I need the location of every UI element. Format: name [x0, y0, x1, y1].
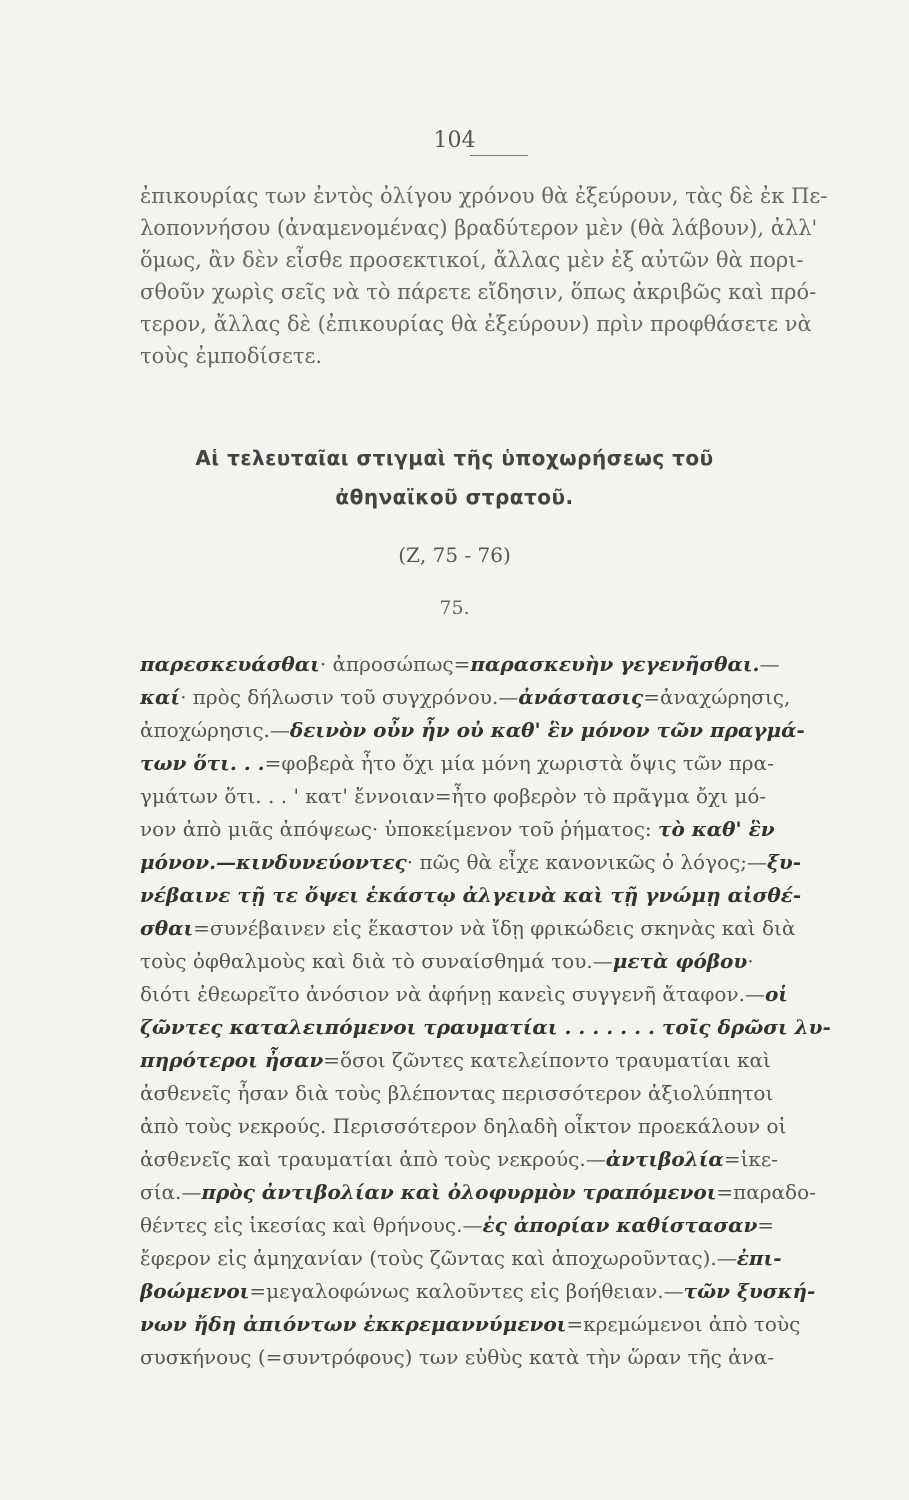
commentary-line [140, 846, 852, 879]
gloss-text: τοὺς ὀφθαλμοὺς καὶ διὰ τὸ συναίσθημά του.— [140, 949, 613, 973]
lemma-text: ἀντιβολία [605, 1147, 724, 1171]
section-heading-line-2: ἀθηναϊκοῦ στρατοῦ. [335, 485, 574, 509]
commentary-line [140, 648, 852, 681]
section-heading-line-1: Αἱ τελευταῖαι στιγμαὶ τῆς ὑποχωρήσεως τοῦ [195, 446, 714, 470]
gloss-text: =συνέβαινεν εἰς ἕκαστον νὰ ἴδῃ φρικώδεις σκηνὰς καὶ διὰ [193, 916, 796, 940]
gloss-text: =παραδο- [716, 1180, 816, 1204]
gloss-text: =ὅσοι ζῶντες κατελείποντο τραυματίαι καὶ [323, 1048, 771, 1072]
intro-line: λοποννήσου (ἀναμενομένας) βραδύτερον μὲν (θὰ λάβουν), ἀλλ' [140, 216, 818, 240]
intro-line: σθοῦν χωρὶς σεῖς νὰ τὸ πάρετε εἴδησιν, ὅπως ἀκριβῶς καὶ πρό- [140, 280, 817, 304]
lemma-text: οἱ [764, 982, 788, 1006]
lemma-text: πηρότεροι ἦσαν [140, 1048, 324, 1072]
section-number: 75. [439, 597, 470, 619]
gloss-text: = [757, 1213, 775, 1237]
commentary-line [140, 1275, 852, 1308]
commentary-line [140, 912, 852, 945]
gloss-text: · ἀπροσώπως= [319, 652, 471, 676]
commentary-line [140, 1044, 852, 1077]
lemma-text: των ὅτι. . . [140, 751, 265, 775]
lemma-text: σθαι [140, 916, 194, 940]
gloss-text: ἀπὸ τοὺς νεκρούς. Περισσότερον δηλαδὴ οἶκτον προεκάλουν οἱ [140, 1114, 787, 1138]
commentary-line [140, 1110, 852, 1143]
gloss-text: =ἱκε- [723, 1147, 779, 1171]
gloss-text: =κρεμώμενοι ἀπὸ τοὺς [566, 1312, 801, 1336]
lemma-text: τῶν ξυσκή- [683, 1279, 816, 1303]
commentary-line [140, 813, 852, 846]
gloss-text: συσκήνους (=συντρόφους) των εὐθὺς κατὰ τὴν ὥραν τῆς ἀνα- [140, 1345, 775, 1369]
intro-line: ὅμως, ἂν δὲν εἶσθε προσεκτικοί, ἄλλας μὲν ἐξ αὐτῶν θὰ πορι- [140, 248, 804, 272]
gloss-text: =ἀναχώρησις, [643, 685, 791, 709]
commentary-block [140, 648, 852, 1374]
lemma-text: παρασκευὴν γεγενῆσθαι. [470, 652, 760, 676]
gloss-text: θέντες εἰς ἱκεσίας καὶ θρήνους.— [140, 1213, 483, 1237]
gloss-text: ἀσθενεῖς καὶ τραυματίαι ἀπὸ τοὺς νεκρούς.— [140, 1147, 606, 1171]
gloss-text: =μεγαλοφώνως καλοῦντες εἰς βοήθειαν.— [249, 1279, 684, 1303]
lemma-text: παρεσκευάσθαι [140, 652, 320, 676]
lemma-text: ἐς ἀπορίαν καθίστασαν [482, 1213, 758, 1237]
commentary-line [140, 945, 852, 978]
commentary-line [140, 1077, 852, 1110]
commentary-line [140, 879, 852, 912]
lemma-text: νων ἤδη ἀπιόντων ἐκκρεμαννύμενοι [140, 1312, 567, 1336]
commentary-line [140, 747, 852, 780]
commentary-line [140, 714, 852, 747]
commentary-line [140, 681, 852, 714]
gloss-text: γμάτων ὅτι. . . ' κατ' ἔννοιαν=ἦτο φοβερὸν τὸ πρᾶγμα ὄχι μό- [140, 784, 767, 808]
gloss-text: · πρὸς δήλωσιν τοῦ συγχρόνου.— [180, 685, 519, 709]
lemma-text: νέβαινε τῇ τε ὄψει ἑκάστῳ ἀλγεινὰ καὶ τῇ γνώμῃ αἰσθέ- [140, 883, 802, 907]
gloss-text: σία.— [140, 1180, 202, 1204]
commentary-line [140, 978, 852, 1011]
commentary-line [140, 780, 852, 813]
intro-line: τερον, ἄλλας δὲ (ἐπικουρίας θὰ ἐξεύρουν) πρὶν προφθάσετε νὰ [140, 312, 812, 336]
commentary-line [140, 1143, 852, 1176]
intro-line: τοὺς ἐμποδίσετε. [140, 344, 323, 368]
commentary-line [140, 1341, 852, 1374]
gloss-text: · [747, 949, 754, 973]
lemma-text: τὸ καθ' ἓν [658, 817, 775, 841]
gloss-text: — [759, 652, 780, 676]
gloss-text: ἔφερον εἰς ἀμηχανίαν (τοὺς ζῶντας καὶ ἀποχωροῦντας).— [140, 1246, 737, 1270]
lemma-text: πρὸς ἀντιβολίαν καὶ ὀλοφυρμὸν τραπόμενοι [201, 1180, 717, 1204]
lemma-text: ζῶντες καταλειπόμενοι τραυματίαι . . . . . . . τοῖς δρῶσι λυ- [140, 1015, 831, 1039]
lemma-text: μόνον.—κινδυνεύοντες [140, 850, 407, 874]
commentary-line [140, 1209, 852, 1242]
lemma-text: ξυ- [767, 850, 802, 874]
gloss-text: νον ἀπὸ μιᾶς ἀπόψεως· ὑποκείμενον τοῦ ῥήματος: [140, 817, 659, 841]
commentary-line [140, 1242, 852, 1275]
lemma-text: μετὰ φόβου [612, 949, 748, 973]
page-number: 104 [433, 128, 476, 153]
gloss-text: =φοβερὰ ἦτο ὄχι μία μόνη χωριστὰ ὄψις τῶν πρα- [264, 751, 774, 775]
gloss-text: ἀποχώρησις.— [140, 718, 290, 742]
lemma-text: καί [140, 685, 181, 709]
gloss-text: διότι ἐθεωρεῖτο ἀνόσιον νὰ ἀφήνῃ κανεὶς συγγενῆ ἄταφον.— [140, 982, 765, 1006]
intro-paragraph [140, 180, 850, 372]
lemma-text: δεινὸν οὖν ἦν οὐ καθ' ἓν μόνον τῶν πραγμά- [289, 718, 805, 742]
lemma-text: ἐπι- [736, 1246, 782, 1270]
gloss-text: · πῶς θὰ εἶχε κανονικῶς ὁ λόγος;— [406, 850, 768, 874]
lemma-text: ἀνάστασις [518, 685, 644, 709]
intro-line: ἐπικουρίας των ἐντὸς ὀλίγου χρόνου θὰ ἐξεύρουν, τὰς δὲ ἐκ Πε- [140, 184, 828, 208]
commentary-line [140, 1011, 852, 1044]
lemma-text: βοώμενοι [140, 1279, 250, 1303]
page-number-rule [470, 155, 528, 156]
commentary-line [140, 1308, 852, 1341]
gloss-text: ἀσθενεῖς ἦσαν διὰ τοὺς βλέποντας περισσότερον ἀξιολύπητοι [140, 1081, 774, 1105]
commentary-line [140, 1176, 852, 1209]
chapter-reference: (Ζ, 75 - 76) [398, 543, 511, 567]
